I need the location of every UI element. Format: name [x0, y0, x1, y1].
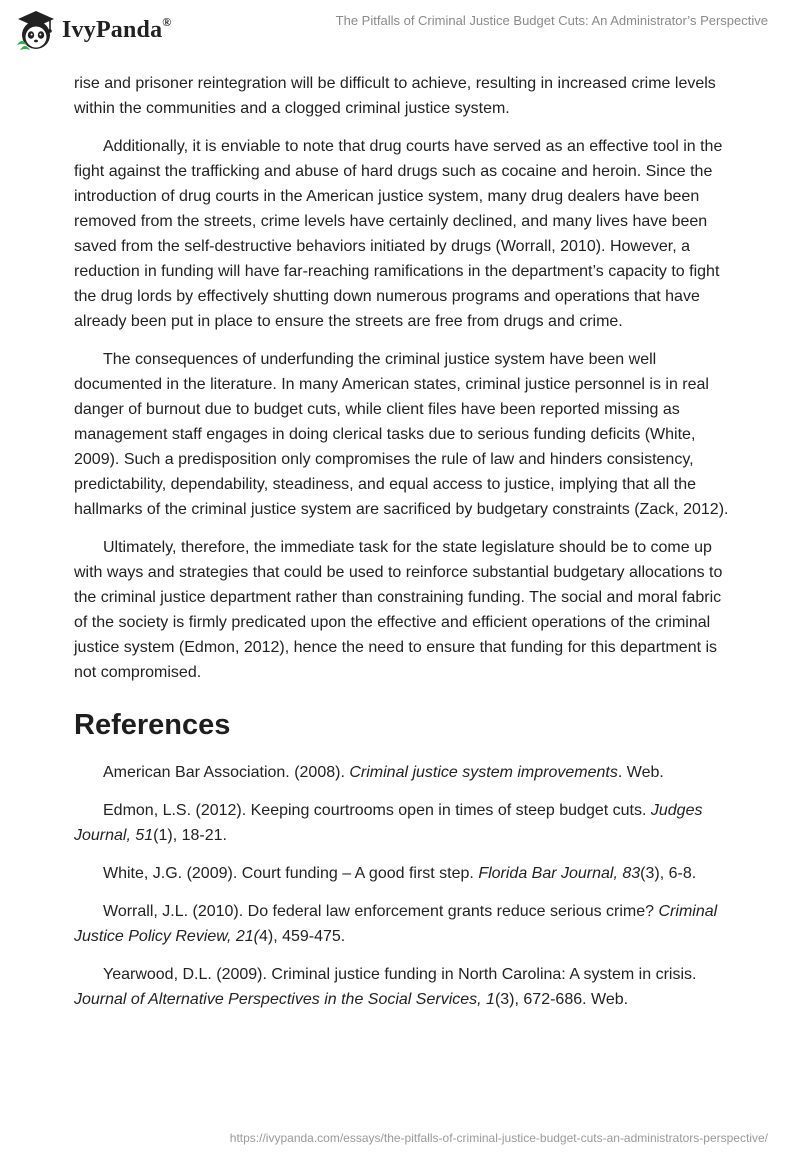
reference-item: [74, 798, 734, 848]
registered-mark: ®: [162, 15, 172, 29]
brand-name: IvyPanda: [62, 17, 163, 43]
reference-item: [74, 962, 734, 1012]
paragraph-underfunding: The consequences of underfunding the criminal justice system have been well documented in the literature. In many American states, criminal justice personnel is in real danger of burnout due to budget cuts, while client files have been reported missing as management staff engages in doing clerical tasks due to serious funding deficits (White, 2009). Such a predisposition only compromises the rule of law and hinders consistency, predictability, dependability, steadiness, and equal access to justice, implying that all the hallmarks of the criminal justice system are sacrificed by budgetary constraints (Zack, 2012).: [74, 351, 729, 518]
reference-source: Florida Bar Journal, 83: [478, 865, 641, 882]
essay-content: [74, 71, 734, 1012]
reference-details: (3), 6-8.: [640, 865, 697, 882]
reference-item: [74, 899, 734, 949]
reference-details: 4), 459-475.: [258, 928, 346, 945]
reference-source: Judges Journal, 51: [74, 802, 703, 844]
paragraph-conclusion: Ultimately, therefore, the immediate task for the state legislature should be to come up with ways and strategies that could be used to reinforce substantial budgetary allocations to the criminal justice department rather than constraining funding. The social and moral fabric of the society is firmly predicated upon the effective and efficient operations of the criminal justice system (Edmon, 2012), hence the need to ensure that funding for this department is not compromised.: [74, 539, 723, 681]
page-header: [0, 0, 800, 60]
reference-details: (3), 672-686. Web.: [494, 991, 629, 1008]
reference-text: Edmon, L.S. (2012). Keeping courtrooms open in times of steep budget cuts.: [103, 802, 651, 819]
reference-source: Criminal Justice Policy Review, 21(: [74, 903, 718, 945]
reference-text: American Bar Association. (2008).: [103, 764, 350, 781]
ivypanda-logo[interactable]: [14, 8, 214, 52]
paragraph-continuation: rise and prisoner reintegration will be difficult to achieve, resulting in increased crime levels within the communities and a clogged criminal justice system.: [74, 75, 716, 117]
reference-source: Criminal justice system improvements: [349, 764, 618, 781]
source-url[interactable]: https://ivypanda.com/essays/the-pitfalls-of-criminal-justice-budget-cuts-an-administrators-perspective/: [229, 1131, 768, 1145]
panda-graduation-icon: [14, 8, 58, 52]
reference-item: [74, 861, 734, 886]
reference-source: Journal of Alternative Perspectives in the Social Services, 1: [74, 991, 495, 1008]
logo-wordmark: [62, 17, 171, 44]
references-heading: References: [74, 709, 231, 741]
reference-text: Worrall, J.L. (2010). Do federal law enforcement grants reduce serious crime?: [103, 903, 659, 920]
reference-item: [74, 760, 734, 785]
reference-text: White, J.G. (2009). Court funding – A good first step.: [103, 865, 479, 882]
reference-text: Yearwood, D.L. (2009). Criminal justice funding in North Carolina: A system in crisis.: [103, 966, 697, 983]
reference-details: (1), 18-21.: [153, 827, 227, 844]
document-title: The Pitfalls of Criminal Justice Budget Cuts: An Administrator’s Perspective: [335, 13, 768, 28]
reference-details: . Web.: [617, 764, 664, 781]
paragraph-drug-courts: Additionally, it is enviable to note that drug courts have served as an effective tool in the fight against the trafficking and abuse of hard drugs such as cocaine and heroin. Since the introduction of drug courts in the American justice system, many drug dealers have been removed from the streets, crime levels have certainly declined, and many lives have been saved from the self-destructive behaviors initiated by drugs (Worrall, 2010). However, a reduction in funding will have far-reaching ramifications in the department’s capacity to fight the drug lords by effectively shutting down numerous programs and operations that have already been put in place to ensure the streets are free from drugs and crime.: [74, 138, 723, 330]
